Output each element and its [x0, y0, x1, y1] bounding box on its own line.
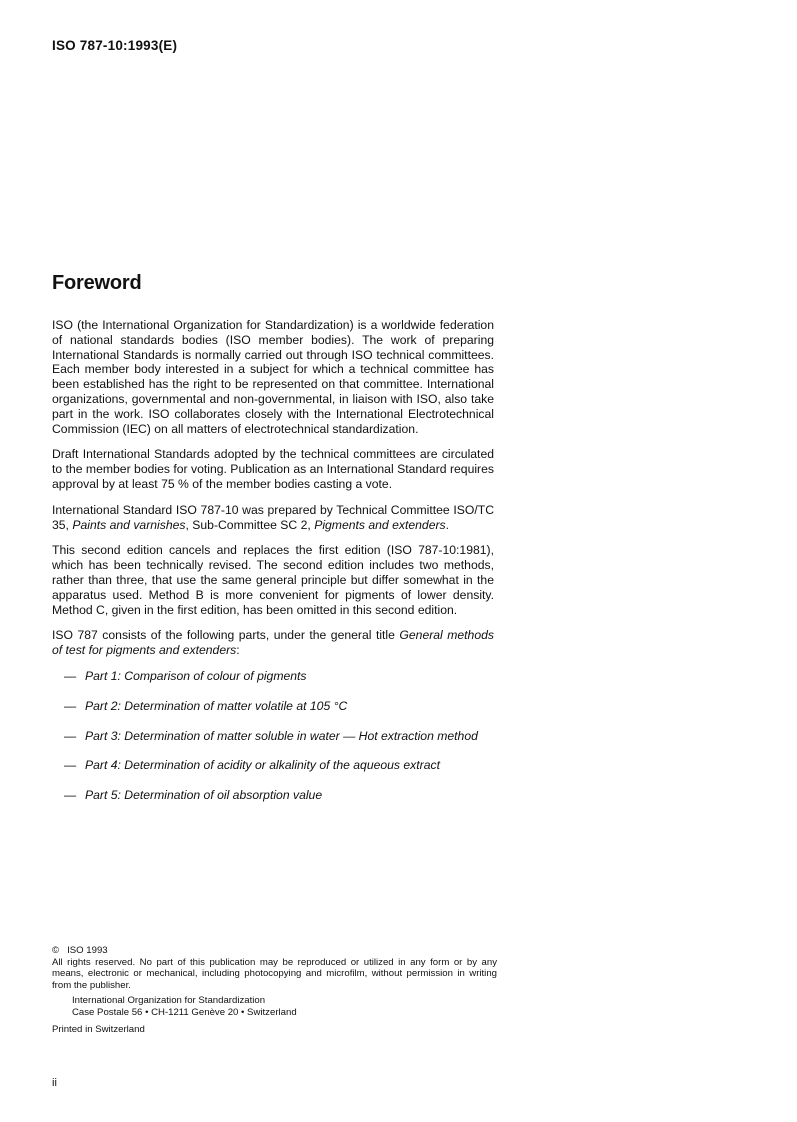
paragraph-draft-standards: Draft International Standards adopted by the technical committees are circulated to the member bodies for voting. Publication as an International Standard requires approval by at least 75 % of the member bodies casting a vote.	[52, 447, 494, 491]
dash-bullet: —	[64, 788, 77, 803]
part-title: Determination of acidity or alkalinity of the aqueous extract	[124, 758, 440, 773]
list-item	[52, 699, 494, 714]
list-item	[52, 669, 494, 684]
paragraph-preparation	[52, 503, 494, 533]
parts-intro-text: ISO 787 consists of the following parts, under the general title	[52, 628, 395, 643]
paragraph-iso-overview: ISO (the International Organization for Standardization) is a worldwide federation of national standards bodies (ISO member bodies). The work of preparing International Standards is normally carried out through ISO technical committees. Each member body interested in a subject for which a technical committee has been established has the right to be represented on that committee. International organizations, governmental and non-governmental, in liaison with ISO, also take part in the work. ISO collaborates closely with the International Electrotechnical Commission (IEC) on all matters of electrotechnical standardization.	[52, 318, 494, 436]
paragraph-edition: This second edition cancels and replaces the first edition (ISO 787-10:1981), which has been technically revised. The second edition includes two methods, rather than three, that use the same general principle but differ somewhat in the apparatus used. Method B is more convenient for pigments of lower density. Method C, given in the first edition, has been omitted in this second edition.	[52, 543, 494, 617]
dash-bullet: —	[64, 758, 77, 773]
subcommittee-name: Pigments and extenders	[314, 517, 446, 532]
part-number: Part 4:	[85, 758, 121, 773]
part-title: Determination of matter soluble in water — Hot extraction method	[124, 728, 478, 743]
page-number: ii	[52, 1077, 57, 1089]
part-title: Determination of oil absorption value	[124, 788, 323, 803]
list-item	[52, 758, 494, 773]
printed-location: Printed in Switzerland	[52, 1023, 145, 1035]
part-title: Determination of matter volatile at 105 °C	[124, 698, 348, 713]
copyright-line	[52, 945, 497, 957]
part-title: Comparison of colour of pigments	[124, 668, 307, 683]
rights-notice: All rights reserved. No part of this publication may be reproduced or utilized in any form or by any means, electronic or mechanical, including photocopying and microfilm, without permission in writing from the publisher.	[52, 956, 497, 991]
preparation-end: .	[445, 517, 450, 532]
publisher-address	[52, 995, 497, 1018]
part-number: Part 2:	[85, 698, 121, 713]
document-identifier: ISO 787-10:1993(E)	[52, 38, 178, 53]
parts-list	[52, 669, 494, 803]
dash-bullet: —	[64, 668, 77, 683]
preparation-text: International Standard ISO 787-10 was prepared by Technical Committee ISO/TC 35,	[52, 502, 494, 532]
paragraph-parts-intro	[52, 628, 494, 658]
section-title: Foreword	[52, 272, 142, 294]
foreword-body	[52, 318, 494, 818]
part-number: Part 1:	[85, 668, 121, 683]
copyright-block	[52, 945, 497, 1035]
list-item	[52, 788, 494, 803]
dash-bullet: —	[64, 698, 77, 713]
copyright-symbol: ©	[52, 945, 60, 956]
parts-intro-end: :	[236, 643, 240, 658]
subcommittee-text: , Sub-Committee SC 2,	[185, 517, 311, 532]
dash-bullet: —	[64, 728, 77, 743]
postal-address: Case Postale 56 • CH-1211 Genève 20 • Switzerland	[72, 1006, 297, 1018]
publisher-name: International Organization for Standardization	[72, 995, 266, 1007]
part-number: Part 5:	[85, 788, 121, 803]
general-title: General methods of test for pigments and extenders	[52, 628, 494, 658]
committee-name: Paints and varnishes	[72, 517, 186, 532]
list-item	[52, 729, 494, 744]
copyright-text: ISO 1993	[67, 945, 108, 956]
part-number: Part 3:	[85, 728, 121, 743]
